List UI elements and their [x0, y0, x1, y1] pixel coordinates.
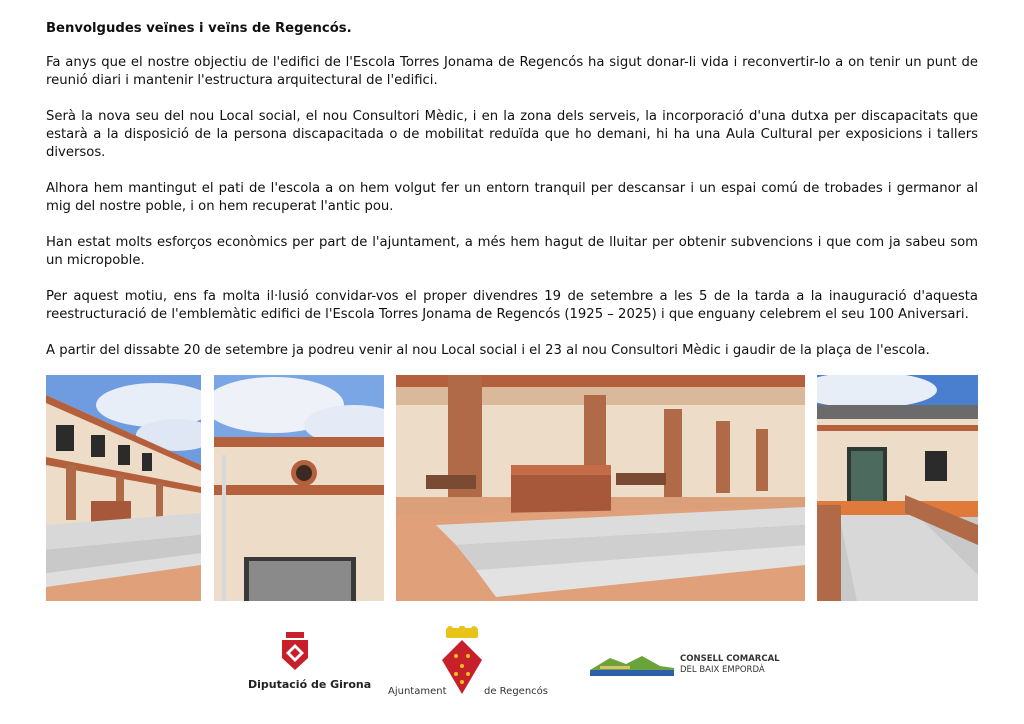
photo-window-detail [214, 375, 384, 601]
photo-strip [46, 375, 978, 601]
consell-label-line2: DEL BAIX EMPORDÀ [680, 665, 765, 675]
letter-paragraph: Fa anys que el nostre objectiu de l'edifici de l'Escola Torres Jonama de Regencós ha sigut donar-li vida i reconvertir-lo a on tenir un punt de reunió diari i mantenir l'estructura arquitectural de l'edifici. [46, 55, 978, 88]
photo-clinic-entrance-ramp [817, 375, 978, 601]
consell-landscape-icon [590, 652, 674, 678]
consell-comarcal-logo [590, 652, 780, 682]
photo-porch-and-well [396, 375, 805, 601]
letter-paragraph: Han estat molts esforços econòmics per part de l'ajuntament, a més hem hagut de lluitar per obtenir subvencions i que com ja sabeu som un micropoble. [46, 235, 978, 268]
diputacio-girona-logo [240, 632, 372, 692]
ajuntament-regencos-logo [384, 626, 554, 704]
photo-school-facade-angle [46, 375, 201, 601]
letter-paragraph: A partir del dissabte 20 de setembre ja podreu venir al nou Local social i el 23 al nou Consultori Mèdic i gaudir de la plaça de l'escola. [46, 343, 930, 358]
consell-label-line1: CONSELL COMARCAL [680, 654, 780, 664]
ajuntament-label-left: Ajuntament [388, 686, 447, 697]
letter-paragraph: Alhora hem mantingut el pati de l'escola a on hem volgut fer un entorn tranquil per descansar i un espai comú de trobades i germanor al mig del nostre poble, i on hem recuperat l'antic pou. [46, 181, 978, 214]
diputacio-shield-icon [278, 632, 312, 672]
letter-greeting: Benvolgudes veïnes i veïns de Regencós. [46, 21, 352, 36]
footer-logos [0, 622, 1024, 722]
letter [46, 20, 978, 378]
diputacio-label: Diputació de Girona [248, 678, 372, 691]
letter-paragraph: Serà la nova seu del nou Local social, el nou Consultori Mèdic, i en la zona dels serveis, la incorporació d'una dutxa per discapacitats que estarà a la disposició de la persona discapacitada o de mobilitat reduïda que ho demani, hi ha una Aula Cultural per exposicions i tallers diversos. [46, 109, 978, 160]
letter-paragraph: Per aquest motiu, ens fa molta il·lusió convidar-vos el proper divendres 19 de setembre a les 5 de la tarda a la inauguració d'aquesta reestructuració de l'emblemàtic edifici de l'Escola Torres Jonama de Regencós (1925 – 2025) i que enguany celebrem el seu 100 Aniversari. [46, 289, 978, 322]
ajuntament-label-right: de Regencós [484, 686, 548, 697]
